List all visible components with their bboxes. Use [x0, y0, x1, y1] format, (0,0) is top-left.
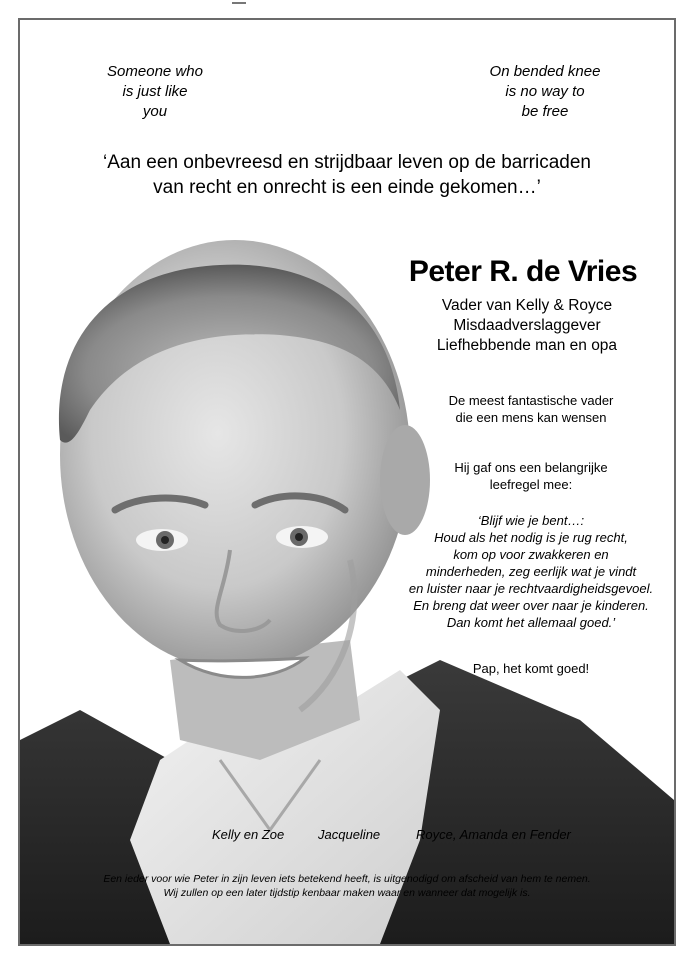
poem-right-line: is no way to	[505, 83, 585, 100]
life-rule-line: En breng dat weer over naar je kinderen.	[413, 598, 649, 613]
role-line: Liefhebbende man en opa	[436, 337, 618, 354]
poem-right-line: be free	[521, 103, 569, 120]
obituary-frame	[18, 18, 676, 946]
tribute-text	[396, 392, 666, 426]
farewell-notice	[40, 872, 654, 900]
poem-right-line: On bended knee	[489, 63, 601, 80]
memorial-quote	[20, 150, 674, 200]
life-rule-intro	[396, 459, 666, 493]
role-line: Vader van Kelly & Royce	[441, 297, 613, 314]
notice-line: Wij zullen op een later tijdstip kenbaar maken waar en wanneer dat mogelijk is.	[163, 887, 531, 899]
life-rule-line: Houd als het nodig is je rug recht,	[434, 530, 628, 545]
poem-left	[80, 62, 230, 122]
poem-left-line: you	[142, 103, 168, 120]
signer-jacqueline: Jacqueline	[318, 827, 381, 842]
life-rule-line: en luister naar je rechtvaardigheidsgevoel.	[408, 581, 654, 596]
life-rule-line: ‘Blijf wie je bent…:	[477, 513, 585, 528]
closing-line: Pap, het komt goed!	[472, 661, 590, 676]
life-rule-quote	[396, 512, 666, 631]
life-rule-intro-line: Hij gaf ons een belangrijke	[454, 460, 608, 475]
life-rule-line: Dan komt het allemaal goed.’	[446, 615, 616, 630]
poem-right	[470, 62, 620, 122]
quote-line: van recht en onrecht is een einde gekomen…’	[153, 177, 541, 198]
poem-left-line: Someone who	[107, 63, 203, 80]
tribute-line: De meest fantastische vader	[448, 393, 614, 408]
signer-royce-amanda-fender: Royce, Amanda en Fender	[416, 827, 571, 842]
roles	[392, 296, 662, 356]
quote-line: ‘Aan een onbevreesd en strijdbaar leven op de barricaden	[103, 152, 591, 173]
signer-kelly-zoe: Kelly en Zoe	[212, 827, 285, 842]
tribute-line: die een mens kan wensen	[455, 410, 607, 425]
deceased-name: Peter R. de Vries	[408, 255, 638, 288]
poem-left-line: is just like	[122, 83, 188, 100]
role-line: Misdaadverslaggever	[453, 317, 601, 334]
scan-mark	[232, 2, 246, 4]
life-rule-line: minderheden, zeg eerlijk wat je vindt	[425, 564, 637, 579]
notice-line: Een ieder voor wie Peter in zijn leven iets betekend heeft, is uitgenodigd om afscheid van hem te nemen.	[103, 873, 591, 885]
life-rule-intro-line: leefregel mee:	[489, 477, 573, 492]
life-rule-line: kom op voor zwakkeren en	[453, 547, 609, 562]
